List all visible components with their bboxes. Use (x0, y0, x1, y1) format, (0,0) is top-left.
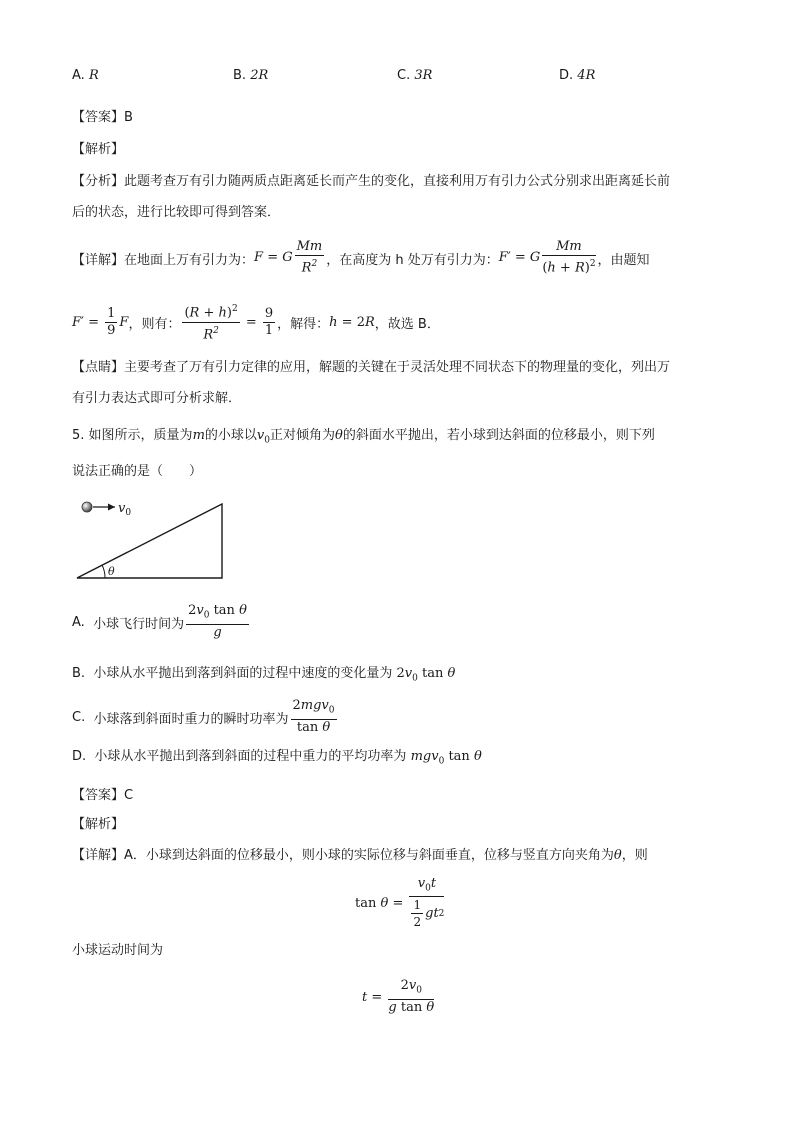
q4-analysis-heading: 【解析】 (72, 142, 125, 157)
q4-dianjing-line2: 有引力表达式即可分析求解． (72, 391, 242, 406)
q5-stem-line1: 5. 如图所示，质量为m的小球以$v_0$正对倾角为θ的斜面水平抛出，若小球到达斜面的位移最小，则下列 (72, 428, 655, 446)
q5-option-d: D. 小球从水平抛出到落到斜面的过程中重力的平均功率为 mgv$_0$ tan θ (72, 749, 482, 767)
formula-option-d: mgv$_0$ tan θ (410, 749, 482, 767)
q5-motion-time-label: 小球运动时间为 (72, 943, 164, 958)
formula-ratio-given: F ′ = $\frac{1}{9}$ F (72, 305, 129, 338)
option-a-prev: A. R (72, 68, 99, 83)
formula-gravity-surface: F = G $\frac{Mm}{R^2}$ (254, 239, 323, 276)
q5-answer: 【答案】C (72, 788, 134, 803)
formula-gravity-height: F ′ = G $\frac{Mm}{(h + R)^2}$ (498, 239, 596, 276)
q4-answer: 【答案】B (72, 110, 133, 125)
q5-stem-line2: 说法正确的是（ ） (72, 464, 203, 479)
formula-option-c: $\frac{2mgv_0}{\text{tan θ}}$ (292, 698, 335, 735)
formula-time: t = $\frac{2v_0}{\text{g tan θ}}$ (362, 978, 435, 1015)
q5-incline-figure (70, 494, 240, 586)
formula-ratio-equation: $\frac{(R + h)^2}{R^2}$ = $\frac{9}{1}$ (180, 301, 277, 343)
option-b-prev: B. 2R (233, 68, 269, 83)
velocity-label: $v_0$ (118, 501, 132, 518)
option-d-prev: D. 4R (559, 68, 596, 83)
option-c-prev: C. 3R (397, 68, 433, 83)
formula-option-b: $2v_0$ tan θ (396, 666, 456, 684)
q4-fenxi-line1: 【分析】此题考查万有引力随两质点距离延长而产生的变化，直接利用万有引力公式分别求出距离延长前 (72, 174, 671, 189)
formula-option-a: $\frac{2v_0 \tan \theta}{g}$ (188, 603, 247, 640)
q4-dianjing-line1: 【点睛】主要考查了万有引力定律的应用，解题的关键在于灵活处理不同状态下的物理量的变化，列出万 (72, 360, 671, 375)
q5-detail-line1: 【详解】A．小球到达斜面的位移最小，则小球的实际位移与斜面垂直，位移与竖直方向夹角为θ，则 (72, 848, 648, 863)
q4-detail-line1: 【详解】 在地面上万有引力为： F = G $\frac{Mm}{R^2}$ ，在高度为 h 处万有引力为： F ′ = G $\frac{Mm}{(h + R)^2}$ ，由题知 (72, 239, 650, 276)
q5-option-b: B. 小球从水平抛出到落到斜面的过程中速度的变化量为 $2v_0$ tan θ (72, 666, 456, 684)
angle-arc (102, 565, 105, 578)
q5-option-c: C. 小球落到斜面时重力的瞬时功率为 $\frac{2mgv_0}{\text{tan θ}}$ (72, 698, 335, 735)
q5-analysis-heading: 【解析】 (72, 817, 125, 832)
formula-result-h: h = 2R (329, 314, 375, 330)
q4-fenxi-line2: 后的状态，进行比较即可得到答案． (72, 205, 281, 220)
angle-label: θ (108, 565, 115, 578)
formula-tan-theta: tan θ = $v_0t$ $\frac{1}{2}$ gt 2 (355, 875, 445, 930)
ball-icon (82, 502, 92, 512)
q5-option-a: A. 小球飞行时间为 $\frac{2v_0 \tan \theta}{g}$ (72, 603, 247, 640)
incline-triangle (77, 504, 222, 578)
q4-detail-line2: F ′ = $\frac{1}{9}$ F ，则有： $\frac{(R + h)^2}{R^2}$ = $\frac{9}{1}$ ，解得： h = 2R ，故选 B． (72, 299, 440, 345)
